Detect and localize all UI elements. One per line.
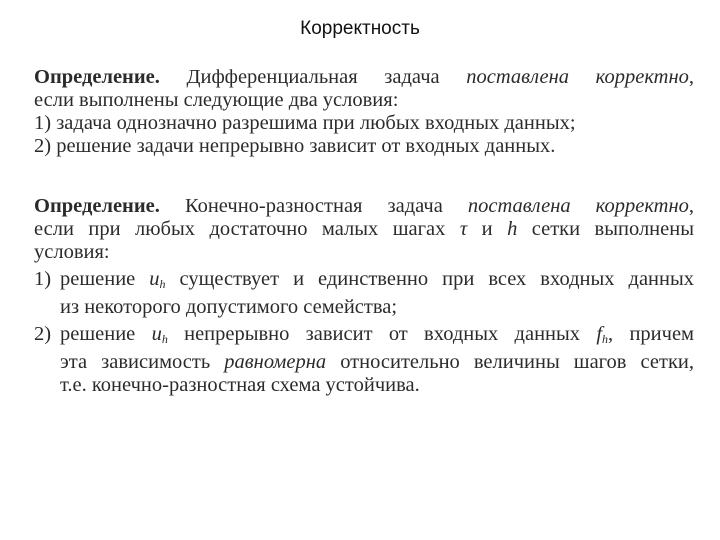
u-h-symbol: $u_h$ [149,268,166,291]
definition2-and: и [481,218,493,240]
definition2-item-2 [34,323,694,397]
definition2-item-1-suffix: существует и единственно при всех входных данных [179,268,695,290]
definition2-line1-suffix: , [688,195,694,217]
definition1-line1 [34,66,694,89]
definition1-line2: если выполнены следующие два условия: [34,89,399,111]
h-symbol: h [507,218,518,240]
definition1-item-2-text: решение задачи непрерывно зависит от входных данных. [56,135,556,157]
definition2-line3: условия: [34,241,110,263]
definition1-item-2-number: 2) [34,135,52,157]
definition2-item-1-number: 1) [34,268,52,290]
uniform-italic-word: равномерна [224,351,327,373]
definition1-item-1 [34,112,694,135]
definition-finite-difference [34,195,694,397]
definition2-item-1-continuation: из некоторого допустимого семейства; [60,296,398,318]
definition1-item-2 [34,135,694,158]
definition1-line1-suffix: , [688,66,694,88]
definition2-item-2-middle: непрерывно зависит от входных данных [184,323,581,345]
tau-symbol: τ [459,218,468,240]
f-h-symbol: $f_h$ [596,323,609,346]
definition2-term: Определение. [34,195,160,217]
definition2-item-2-number: 2) [34,323,52,345]
definition2-item-1-prefix: решение [60,268,136,290]
slide-title: Корректность [300,18,420,39]
definition2-line2-prefix: если при любых достаточно малых шагах [34,218,446,240]
definition2-line1 [34,195,694,218]
definition1-item-1-number: 1) [34,112,52,134]
definition1-item-1-text: задача однозначно разрешима при любых входных данных; [56,112,576,134]
definition2-item-2-line1 [34,323,694,351]
u-h-symbol-2: $u_h$ [151,323,168,346]
definition2-italic-phrase: поставлена корректно [467,195,689,217]
definition2-line2 [34,218,694,241]
definition2-item-2-prefix: решение [60,323,136,345]
definition2-line2-suffix: сетки выполнены [531,218,694,240]
definition2-line1-prefix: Конечно-разностная задача [184,195,443,217]
definition2-item-1-line1 [34,268,694,296]
definition1-line1-prefix: Дифференциальная задача [186,66,440,88]
definition2-item-1 [34,268,694,319]
definition2-item-2-continuation-2: т.е. конечно-разностная схема устойчива. [60,374,420,396]
definition1-italic-phrase: поставлена корректно [466,66,689,88]
definition-differential [34,66,694,158]
definition1-term: Определение. [34,66,160,88]
definition2-item-2-continuation-1: эта зависимость равномерна относительно величины шагов сетки, [60,351,694,373]
definition2-item-2-suffix: , причем [608,323,695,345]
